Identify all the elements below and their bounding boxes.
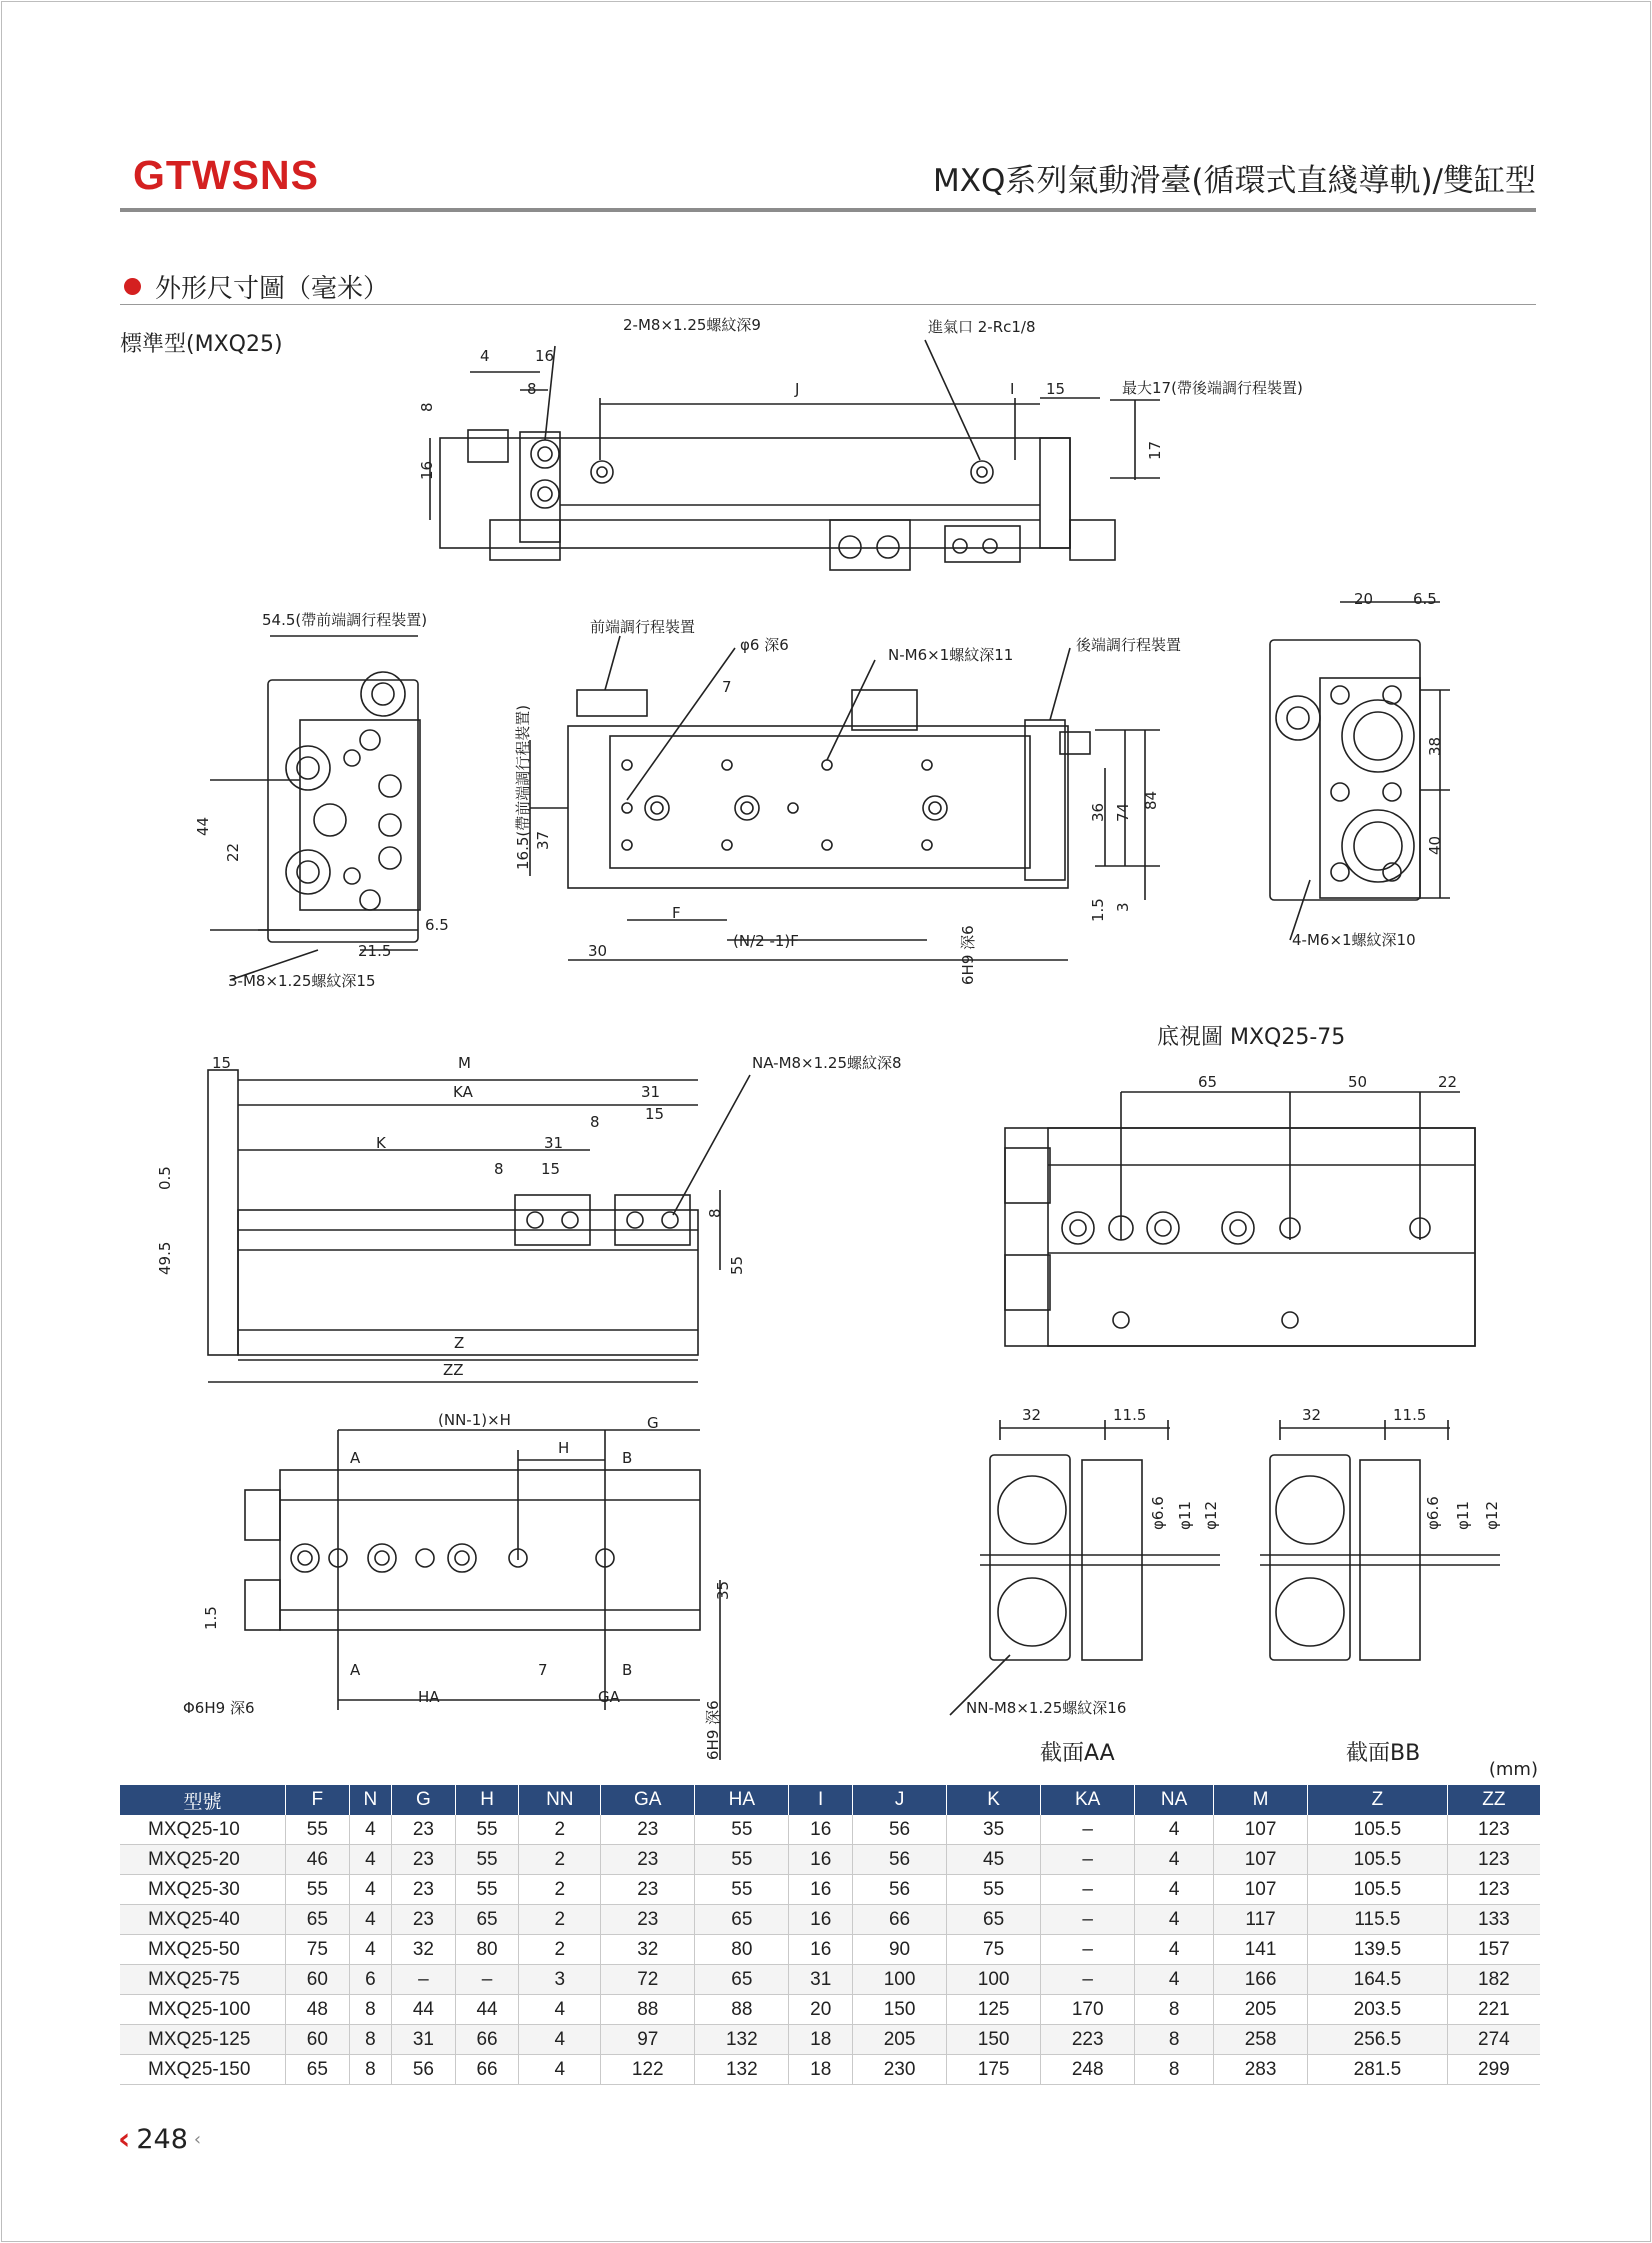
table-cell: 16	[789, 1935, 853, 1965]
table-cell: 166	[1214, 1965, 1308, 1995]
svg-text:I: I	[1010, 380, 1015, 398]
svg-text:K: K	[376, 1134, 386, 1152]
table-cell: 4	[349, 1905, 391, 1935]
svg-text:22: 22	[1438, 1073, 1458, 1091]
svg-text:8: 8	[418, 402, 436, 412]
table-cell: 117	[1214, 1905, 1308, 1935]
label-h9b: 6H9 深6	[704, 1700, 722, 1760]
table-cell: 8	[349, 2025, 391, 2055]
table-cell: –	[1041, 1905, 1135, 1935]
table-cell: 56	[392, 2055, 456, 2085]
table-cell: –	[1041, 1815, 1135, 1845]
model-cell: MXQ25-20	[120, 1845, 286, 1875]
left-end-view	[210, 636, 420, 980]
table-cell: 122	[601, 2055, 695, 2085]
table-row	[120, 1905, 1540, 1935]
svg-text:1.5: 1.5	[202, 1606, 220, 1630]
table-cell: 223	[1041, 2025, 1135, 2055]
table-cell: 55	[695, 1815, 789, 1845]
svg-text:8: 8	[494, 1160, 504, 1178]
header-cell: F	[286, 1785, 350, 1815]
svg-text:31: 31	[544, 1134, 564, 1152]
table-cell: 44	[455, 1995, 519, 2025]
table-cell: 23	[601, 1905, 695, 1935]
table-cell: 115.5	[1308, 1905, 1448, 1935]
table-cell: 55	[695, 1875, 789, 1905]
svg-text:φ6.6: φ6.6	[1424, 1496, 1442, 1530]
table-cell: 4	[519, 1995, 601, 2025]
table-row	[120, 2055, 1540, 2085]
table-cell: 2	[519, 1905, 601, 1935]
header-cell: NA	[1135, 1785, 1214, 1815]
brand-logo: GTWSNS	[133, 152, 319, 198]
svg-text:11.5: 11.5	[1393, 1406, 1427, 1424]
table-cell: 100	[853, 1965, 947, 1995]
chevron-left-small-icon: ‹	[193, 2129, 202, 2150]
svg-text:6.5: 6.5	[425, 916, 449, 934]
svg-text:38: 38	[1426, 736, 1444, 756]
svg-text:φ12: φ12	[1483, 1501, 1501, 1530]
table-cell: 157	[1447, 1935, 1540, 1965]
label-h9: 6H9 深6	[959, 925, 977, 985]
table-cell: –	[1041, 1845, 1135, 1875]
right-end-view	[1270, 602, 1450, 940]
table-cell: 4	[519, 2025, 601, 2055]
section-aa-view	[950, 1420, 1220, 1715]
svg-text:40: 40	[1426, 835, 1444, 855]
table-cell: 133	[1447, 1905, 1540, 1935]
svg-text:50: 50	[1348, 1073, 1368, 1091]
svg-text:31: 31	[641, 1083, 661, 1101]
svg-text:65: 65	[1198, 1073, 1218, 1091]
table-row	[120, 2025, 1540, 2055]
svg-text:H: H	[558, 1439, 570, 1457]
svg-text:ZZ: ZZ	[443, 1361, 464, 1379]
table-cell: 8	[1135, 2025, 1214, 2055]
table-cell: 8	[349, 2055, 391, 2085]
table-cell: 65	[947, 1905, 1041, 1935]
table-cell: 299	[1447, 2055, 1540, 2085]
svg-text:7: 7	[722, 678, 732, 696]
table-cell: 66	[455, 2025, 519, 2055]
label-nm6: N-M6×1螺紋深11	[888, 646, 1014, 664]
table-cell: 164.5	[1308, 1965, 1448, 1995]
table-cell: 16	[789, 1905, 853, 1935]
label-adj165: 16.5(帶前端調行程裝置)	[514, 704, 532, 870]
table-cell: 170	[1041, 1995, 1135, 2025]
table-cell: 55	[286, 1875, 350, 1905]
table-cell: 150	[853, 1995, 947, 2025]
table-cell: 4	[1135, 1875, 1214, 1905]
model-cell: MXQ25-10	[120, 1815, 286, 1845]
svg-text:φ11: φ11	[1176, 1501, 1194, 1530]
table-cell: 45	[947, 1845, 1041, 1875]
table-cell: 75	[947, 1935, 1041, 1965]
table-cell: 48	[286, 1995, 350, 2025]
header-cell: N	[349, 1785, 391, 1815]
svg-text:J: J	[795, 380, 800, 398]
table-cell: 100	[947, 1965, 1041, 1995]
svg-text:8: 8	[527, 380, 537, 398]
table-cell: 55	[455, 1875, 519, 1905]
bottom-view	[1005, 1092, 1475, 1346]
table-cell: 80	[695, 1935, 789, 1965]
svg-text:11.5: 11.5	[1113, 1406, 1147, 1424]
svg-text:20: 20	[1354, 590, 1374, 608]
table-cell: 55	[455, 1845, 519, 1875]
svg-text:A: A	[350, 1449, 361, 1467]
table-unit: (mm)	[1488, 1759, 1538, 1780]
svg-text:17: 17	[1146, 440, 1164, 460]
table-cell: 16	[789, 1815, 853, 1845]
header-cell: M	[1214, 1785, 1308, 1815]
svg-text:Z: Z	[454, 1334, 465, 1352]
svg-text:φ11: φ11	[1454, 1501, 1472, 1530]
section-bb-title: 截面BB	[1346, 1741, 1421, 1766]
table-cell: 182	[1447, 1965, 1540, 1995]
table-cell: 281.5	[1308, 2055, 1448, 2085]
table-cell: 55	[286, 1815, 350, 1845]
table-cell: 150	[947, 2025, 1041, 2055]
model-cell: MXQ25-40	[120, 1905, 286, 1935]
label-rear-adj: 後端調行程裝置	[1076, 636, 1182, 654]
table-cell: 230	[853, 2055, 947, 2085]
table-cell: 105.5	[1308, 1815, 1448, 1845]
svg-text:B: B	[622, 1449, 633, 1467]
table-cell: 4	[1135, 1935, 1214, 1965]
table-cell: 4	[1135, 1845, 1214, 1875]
table-cell: 205	[853, 2025, 947, 2055]
table-cell: 65	[455, 1905, 519, 1935]
svg-text:35: 35	[714, 1580, 732, 1600]
table-cell: 65	[286, 2055, 350, 2085]
table-cell: 107	[1214, 1875, 1308, 1905]
table-cell: 2	[519, 1815, 601, 1845]
table-cell: 256.5	[1308, 2025, 1448, 2055]
side-view	[530, 636, 1160, 960]
header-cell: I	[789, 1785, 853, 1815]
header-cell: G	[392, 1785, 456, 1815]
table-cell: 66	[455, 2055, 519, 2085]
table-cell: 23	[601, 1815, 695, 1845]
label-port: 進氣口 2-Rc1/8	[928, 318, 1036, 336]
table-cell: 97	[601, 2025, 695, 2055]
table-cell: 90	[853, 1935, 947, 1965]
model-subtitle: 標準型(MXQ25)	[120, 332, 283, 357]
model-cell: MXQ25-30	[120, 1875, 286, 1905]
table-cell: 18	[789, 2055, 853, 2085]
table-cell: 35	[947, 1815, 1041, 1845]
svg-text:15: 15	[541, 1160, 561, 1178]
table-cell: 132	[695, 2025, 789, 2055]
header-cell: Z	[1308, 1785, 1448, 1815]
table-cell: 139.5	[1308, 1935, 1448, 1965]
label-phi6: φ6 深6	[740, 636, 789, 654]
header-cell: KA	[1041, 1785, 1135, 1815]
table-cell: 4	[349, 1815, 391, 1845]
table-cell: 8	[349, 1995, 391, 2025]
model-cell: MXQ25-50	[120, 1935, 286, 1965]
series-title: MXQ系列氣動滑臺(循環式直綫導軌)/雙缸型	[932, 163, 1536, 199]
table-cell: 60	[286, 1965, 350, 1995]
table-cell: 23	[392, 1845, 456, 1875]
section-title: 外形尺寸圖（毫米）	[155, 274, 390, 304]
table-cell: 80	[455, 1935, 519, 1965]
table-cell: 16	[789, 1845, 853, 1875]
svg-text:8: 8	[590, 1113, 600, 1131]
header-cell: NN	[519, 1785, 601, 1815]
label-nn-h: (NN-1)×H	[438, 1411, 511, 1429]
section-side-view	[245, 1430, 720, 1760]
svg-text:32: 32	[1022, 1406, 1042, 1424]
table-row	[120, 1845, 1540, 1875]
table-cell: 8	[1135, 2055, 1214, 2085]
table-cell: 141	[1214, 1935, 1308, 1965]
label-nn-m8: NN-M8×1.25螺紋深16	[966, 1699, 1127, 1717]
table-row	[120, 1875, 1540, 1905]
header-cell: GA	[601, 1785, 695, 1815]
table-cell: 31	[392, 2025, 456, 2055]
table-cell: 16	[789, 1875, 853, 1905]
svg-text:φ12: φ12	[1202, 1501, 1220, 1530]
header-cell: K	[947, 1785, 1041, 1815]
chevron-left-icon: ‹	[118, 2122, 131, 2157]
table-cell: 283	[1214, 2055, 1308, 2085]
table-cell: 60	[286, 2025, 350, 2055]
model-cell: MXQ25-75	[120, 1965, 286, 1995]
label-m8-15: 3-M8×1.25螺紋深15	[228, 972, 376, 990]
svg-text:0.5: 0.5	[156, 1166, 174, 1190]
svg-text:37: 37	[534, 830, 552, 850]
svg-text:8: 8	[706, 1208, 724, 1218]
table-cell: 123	[1447, 1845, 1540, 1875]
svg-text:16: 16	[418, 460, 436, 480]
bottom-view-title: 底視圖 MXQ25-75	[1157, 1025, 1346, 1050]
page-number	[118, 2122, 201, 2157]
front-view	[208, 1070, 750, 1382]
label-phi6h9: Φ6H9 深6	[183, 1699, 255, 1717]
table-cell: 205	[1214, 1995, 1308, 2025]
table-cell: 23	[392, 1905, 456, 1935]
table-cell: 221	[1447, 1995, 1540, 2025]
svg-text:21.5: 21.5	[358, 942, 392, 960]
table-cell: 65	[695, 1905, 789, 1935]
label-m6-10: 4-M6×1螺紋深10	[1292, 931, 1416, 949]
svg-text:74: 74	[1114, 802, 1132, 822]
table-cell: 65	[695, 1965, 789, 1995]
table-cell: 123	[1447, 1875, 1540, 1905]
svg-text:φ6.6: φ6.6	[1149, 1496, 1167, 1530]
table-row	[120, 1815, 1540, 1845]
table-cell: 23	[601, 1875, 695, 1905]
table-cell: 4	[1135, 1905, 1214, 1935]
table-cell: –	[1041, 1935, 1135, 1965]
table-cell: 4	[349, 1845, 391, 1875]
table-cell: 8	[1135, 1995, 1214, 2025]
model-cell: MXQ25-150	[120, 2055, 286, 2085]
table-cell: 175	[947, 2055, 1041, 2085]
label-na-m8: NA-M8×1.25螺紋深8	[752, 1054, 902, 1072]
header-cell: HA	[695, 1785, 789, 1815]
svg-text:KA: KA	[453, 1083, 473, 1101]
table-header-row	[120, 1785, 1540, 1815]
table-cell: 248	[1041, 2055, 1135, 2085]
table-cell: 2	[519, 1935, 601, 1965]
table-cell: 56	[853, 1815, 947, 1845]
label-front-adj-545: 54.5(帶前端調行程裝置)	[262, 611, 428, 629]
table-cell: 23	[601, 1845, 695, 1875]
table-cell: 55	[947, 1875, 1041, 1905]
spec-table	[120, 1785, 1540, 2085]
model-cell: MXQ25-125	[120, 2025, 286, 2055]
svg-text:44: 44	[194, 816, 212, 836]
header-cell: H	[455, 1785, 519, 1815]
table-cell: 55	[455, 1815, 519, 1845]
table-row	[120, 1935, 1540, 1965]
table-cell: 105.5	[1308, 1845, 1448, 1875]
table-cell: 105.5	[1308, 1875, 1448, 1905]
table-cell: 23	[392, 1875, 456, 1905]
table-cell: 72	[601, 1965, 695, 1995]
label-front-adj: 前端調行程裝置	[590, 618, 696, 636]
table-cell: 18	[789, 2025, 853, 2055]
header-cell: ZZ	[1447, 1785, 1540, 1815]
table-cell: 2	[519, 1845, 601, 1875]
table-cell: 23	[392, 1815, 456, 1845]
table-cell: 203.5	[1308, 1995, 1448, 2025]
table-cell: 132	[695, 2055, 789, 2085]
page-number-text: 248	[136, 2124, 188, 2155]
table-row	[120, 1995, 1540, 2025]
table-cell: 56	[853, 1845, 947, 1875]
header-cell: 型號	[120, 1785, 286, 1815]
label-max17: 最大17(帶後端調行程裝置)	[1122, 379, 1303, 397]
label-n-f: (N/2 -1)F	[733, 932, 799, 950]
svg-text:15: 15	[1046, 380, 1066, 398]
svg-text:6.5: 6.5	[1413, 590, 1437, 608]
table-cell: –	[1041, 1875, 1135, 1905]
svg-text:49.5: 49.5	[156, 1241, 174, 1275]
table-cell: 88	[695, 1995, 789, 2025]
table-cell: 32	[601, 1935, 695, 1965]
svg-text:3: 3	[1114, 902, 1132, 912]
svg-text:15: 15	[645, 1105, 665, 1123]
svg-text:4: 4	[480, 347, 490, 365]
svg-text:55: 55	[728, 1255, 746, 1275]
table-cell: 55	[695, 1845, 789, 1875]
svg-text:GA: GA	[598, 1688, 620, 1706]
table-cell: 107	[1214, 1845, 1308, 1875]
table-cell: 56	[853, 1875, 947, 1905]
table-cell: 4	[1135, 1815, 1214, 1845]
table-cell: 6	[349, 1965, 391, 1995]
svg-text:M: M	[458, 1054, 471, 1072]
table-cell: 123	[1447, 1815, 1540, 1845]
svg-text:32: 32	[1302, 1406, 1322, 1424]
table-cell: –	[1041, 1965, 1135, 1995]
table-cell: 2	[519, 1875, 601, 1905]
header-cell: J	[853, 1785, 947, 1815]
svg-text:G: G	[647, 1414, 659, 1432]
table-cell: 31	[789, 1965, 853, 1995]
table-cell: 4	[519, 2055, 601, 2085]
model-cell: MXQ25-100	[120, 1995, 286, 2025]
section-aa-title: 截面AA	[1040, 1741, 1115, 1766]
svg-text:15: 15	[212, 1054, 232, 1072]
table-cell: 4	[1135, 1965, 1214, 1995]
table-cell: –	[392, 1965, 456, 1995]
top-view	[430, 340, 1160, 570]
table-cell: 46	[286, 1845, 350, 1875]
table-cell: 107	[1214, 1815, 1308, 1845]
table-cell: 66	[853, 1905, 947, 1935]
table-cell: 32	[392, 1935, 456, 1965]
svg-text:B: B	[622, 1661, 633, 1679]
label-top-thread: 2-M8×1.25螺紋深9	[623, 316, 761, 334]
table-cell: 3	[519, 1965, 601, 1995]
table-cell: –	[455, 1965, 519, 1995]
table-row	[120, 1965, 1540, 1995]
table-cell: 20	[789, 1995, 853, 2025]
table-cell: 125	[947, 1995, 1041, 2025]
svg-text:HA: HA	[418, 1688, 440, 1706]
svg-text:1.5: 1.5	[1089, 898, 1107, 922]
section-bb-view	[1260, 1420, 1500, 1660]
table-cell: 75	[286, 1935, 350, 1965]
svg-text:A: A	[350, 1661, 361, 1679]
table-cell: 274	[1447, 2025, 1540, 2055]
svg-text:F: F	[672, 904, 681, 922]
table-cell: 44	[392, 1995, 456, 2025]
svg-text:30: 30	[588, 942, 608, 960]
svg-text:7: 7	[538, 1661, 548, 1679]
svg-text:84: 84	[1142, 790, 1160, 810]
svg-text:16: 16	[535, 347, 555, 365]
table-cell: 4	[349, 1935, 391, 1965]
table-cell: 258	[1214, 2025, 1308, 2055]
table-cell: 4	[349, 1875, 391, 1905]
svg-text:36: 36	[1089, 802, 1107, 822]
table-cell: 65	[286, 1905, 350, 1935]
svg-text:22: 22	[224, 842, 242, 862]
table-cell: 88	[601, 1995, 695, 2025]
